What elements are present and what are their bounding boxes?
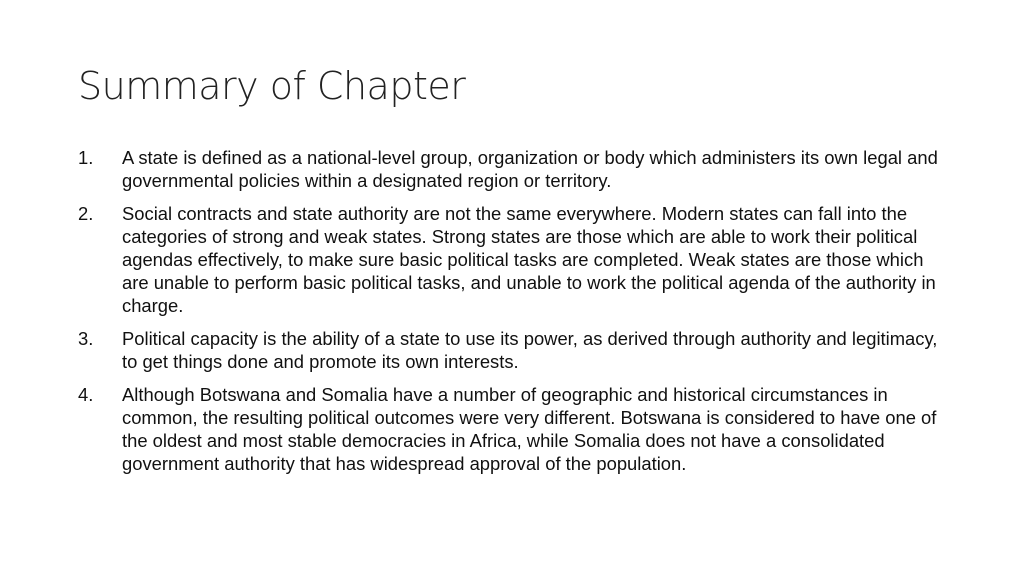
summary-list xyxy=(78,146,948,485)
list-item-4 xyxy=(78,383,948,475)
list-item-2 xyxy=(78,202,948,317)
list-item-text: Social contracts and state authority are not the same everywhere. Modern states can fall into the categories of strong and weak states. Strong states are those which are able to work their political agendas effectively, to make sure basic political tasks are completed. Weak states are those which are unable to perform basic political tasks, and unable to work the political agenda of the authority in charge. xyxy=(122,203,936,316)
list-item-text: Although Botswana and Somalia have a number of geographic and historical circumstances in common, the resulting political outcomes were very different. Botswana is considered to have one of the oldest and most stable democracies in Africa, while Somalia does not have a consolidated government authority that has widespread approval of the population. xyxy=(122,384,937,474)
list-item-number: 2. xyxy=(78,203,94,224)
list-item-text: Political capacity is the ability of a state to use its power, as derived through authority and legitimacy, to get things done and promote its own interests. xyxy=(122,328,938,372)
list-item-1 xyxy=(78,146,948,192)
list-item-text: A state is defined as a national-level group, organization or body which administers its own legal and governmental policies within a designated region or territory. xyxy=(122,147,938,191)
slide-title: Summary of Chapter xyxy=(78,64,466,108)
list-item-number: 1. xyxy=(78,147,94,168)
list-item-number: 3. xyxy=(78,328,94,349)
list-item-3 xyxy=(78,327,948,373)
list-item-number: 4. xyxy=(78,384,94,405)
